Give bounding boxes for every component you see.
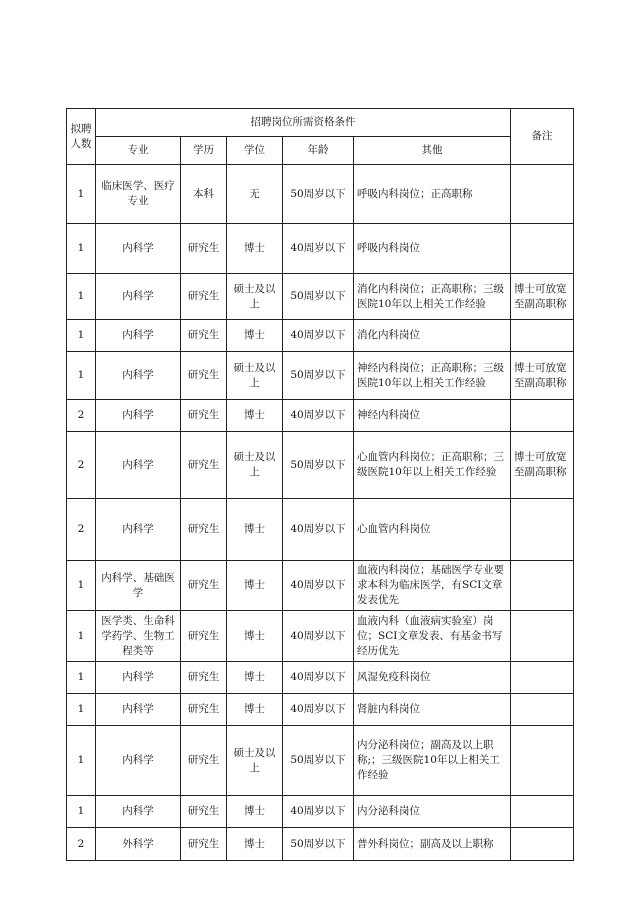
cell-remarks (511, 611, 574, 662)
cell-education: 研究生 (181, 352, 227, 400)
cell-degree: 博士 (227, 320, 283, 352)
header-remarks: 备注 (511, 109, 574, 165)
cell-remarks (511, 165, 574, 224)
table-row (67, 726, 574, 796)
cell-degree: 博士 (227, 561, 283, 611)
cell-major: 内科学 (96, 224, 181, 274)
cell-remarks: 博士可放宽至副高职称 (511, 432, 574, 499)
cell-education: 研究生 (181, 400, 227, 432)
cell-other: 神经内科岗位 (354, 400, 511, 432)
cell-other: 呼吸内科岗位；正高职称 (354, 165, 511, 224)
cell-age: 40周岁以下 (283, 224, 354, 274)
cell-remarks (511, 828, 574, 861)
cell-age: 40周岁以下 (283, 611, 354, 662)
cell-other: 血液内科岗位；基础医学专业要求本科为临床医学，有SCI文章发表优先 (354, 561, 511, 611)
cell-count: 1 (67, 726, 96, 796)
header-major: 专业 (96, 137, 181, 165)
cell-degree: 硕士及以上 (227, 726, 283, 796)
cell-degree: 无 (227, 165, 283, 224)
cell-age: 40周岁以下 (283, 499, 354, 561)
cell-major: 内科学 (96, 274, 181, 320)
cell-degree: 博士 (227, 224, 283, 274)
table-row (67, 561, 574, 611)
cell-remarks (511, 320, 574, 352)
cell-degree: 博士 (227, 499, 283, 561)
cell-age: 40周岁以下 (283, 662, 354, 694)
cell-major: 医学类、生命科学药学、生物工程类等 (96, 611, 181, 662)
cell-major: 外科学 (96, 828, 181, 861)
cell-major: 内科学 (96, 320, 181, 352)
cell-education: 研究生 (181, 432, 227, 499)
cell-remarks: 博士可放宽至副高职称 (511, 352, 574, 400)
cell-remarks (511, 662, 574, 694)
recruitment-table (66, 108, 574, 861)
cell-education: 研究生 (181, 662, 227, 694)
cell-education: 研究生 (181, 694, 227, 726)
cell-count: 1 (67, 352, 96, 400)
cell-count: 1 (67, 796, 96, 828)
cell-age: 40周岁以下 (283, 694, 354, 726)
cell-education: 研究生 (181, 274, 227, 320)
cell-age: 40周岁以下 (283, 561, 354, 611)
cell-education: 研究生 (181, 796, 227, 828)
cell-education: 研究生 (181, 224, 227, 274)
cell-count: 2 (67, 400, 96, 432)
cell-degree: 博士 (227, 662, 283, 694)
cell-other: 内分泌科岗位；副高及以上职称;；三级医院10年以上相关工作经验 (354, 726, 511, 796)
cell-age: 50周岁以下 (283, 165, 354, 224)
cell-count: 1 (67, 561, 96, 611)
cell-major: 内科学 (96, 662, 181, 694)
cell-major: 内科学 (96, 400, 181, 432)
table-row (67, 432, 574, 499)
cell-age: 50周岁以下 (283, 352, 354, 400)
table-row (67, 320, 574, 352)
cell-count: 1 (67, 274, 96, 320)
cell-other: 消化内科岗位；正高职称；三级医院10年以上相关工作经验 (354, 274, 511, 320)
cell-count: 1 (67, 165, 96, 224)
cell-remarks: 博士可放宽至副高职称 (511, 274, 574, 320)
header-age: 年龄 (283, 137, 354, 165)
cell-count: 2 (67, 828, 96, 861)
cell-age: 50周岁以下 (283, 828, 354, 861)
cell-count: 1 (67, 320, 96, 352)
header-education: 学历 (181, 137, 227, 165)
cell-remarks (511, 694, 574, 726)
cell-other: 肾脏内科岗位 (354, 694, 511, 726)
table-row (67, 694, 574, 726)
cell-other: 内分泌科岗位 (354, 796, 511, 828)
table-row (67, 828, 574, 861)
cell-age: 50周岁以下 (283, 726, 354, 796)
cell-major: 内科学 (96, 726, 181, 796)
cell-age: 50周岁以下 (283, 274, 354, 320)
cell-age: 40周岁以下 (283, 400, 354, 432)
cell-degree: 硕士及以上 (227, 274, 283, 320)
cell-other: 心血管内科岗位 (354, 499, 511, 561)
cell-other: 风湿免疫科岗位 (354, 662, 511, 694)
cell-education: 本科 (181, 165, 227, 224)
cell-degree: 硕士及以上 (227, 432, 283, 499)
cell-education: 研究生 (181, 561, 227, 611)
cell-other: 呼吸内科岗位 (354, 224, 511, 274)
table-row (67, 165, 574, 224)
cell-remarks (511, 224, 574, 274)
table-row (67, 224, 574, 274)
cell-other: 神经内科岗位；正高职称；三级医院10年以上相关工作经验 (354, 352, 511, 400)
cell-major: 临床医学、医疗专业 (96, 165, 181, 224)
cell-count: 1 (67, 224, 96, 274)
cell-count: 1 (67, 662, 96, 694)
cell-degree: 博士 (227, 828, 283, 861)
table-row (67, 400, 574, 432)
cell-other: 心血管内科岗位；正高职称；三级医院10年以上相关工作经验 (354, 432, 511, 499)
cell-major: 内科学 (96, 499, 181, 561)
cell-other: 普外科岗位；副高及以上职称 (354, 828, 511, 861)
table-row (67, 662, 574, 694)
cell-major: 内科学 (96, 694, 181, 726)
cell-count: 1 (67, 694, 96, 726)
cell-major: 内科学 (96, 432, 181, 499)
cell-remarks (511, 796, 574, 828)
cell-education: 研究生 (181, 320, 227, 352)
cell-degree: 博士 (227, 796, 283, 828)
cell-education: 研究生 (181, 726, 227, 796)
table-row (67, 796, 574, 828)
cell-remarks (511, 561, 574, 611)
cell-education: 研究生 (181, 611, 227, 662)
cell-count: 2 (67, 499, 96, 561)
table-row (67, 611, 574, 662)
cell-remarks (511, 726, 574, 796)
header-degree: 学位 (227, 137, 283, 165)
cell-education: 研究生 (181, 828, 227, 861)
cell-remarks (511, 499, 574, 561)
cell-age: 50周岁以下 (283, 432, 354, 499)
cell-other: 血液内科（血液病实验室）岗位；SCI文章发表、有基金书写经历优先 (354, 611, 511, 662)
table-row (67, 352, 574, 400)
cell-age: 40周岁以下 (283, 320, 354, 352)
cell-education: 研究生 (181, 499, 227, 561)
cell-major: 内科学、基础医学 (96, 561, 181, 611)
cell-degree: 博士 (227, 611, 283, 662)
cell-count: 1 (67, 611, 96, 662)
cell-remarks (511, 400, 574, 432)
cell-degree: 博士 (227, 400, 283, 432)
table-row (67, 274, 574, 320)
cell-other: 消化内科岗位 (354, 320, 511, 352)
header-requirements: 招聘岗位所需资格条件 (96, 109, 511, 137)
cell-major: 内科学 (96, 352, 181, 400)
header-other: 其他 (354, 137, 511, 165)
cell-age: 40周岁以下 (283, 796, 354, 828)
cell-degree: 博士 (227, 694, 283, 726)
table-row (67, 499, 574, 561)
cell-count: 2 (67, 432, 96, 499)
header-count: 拟聘人数 (67, 109, 96, 165)
cell-major: 内科学 (96, 796, 181, 828)
cell-degree: 硕士及以上 (227, 352, 283, 400)
